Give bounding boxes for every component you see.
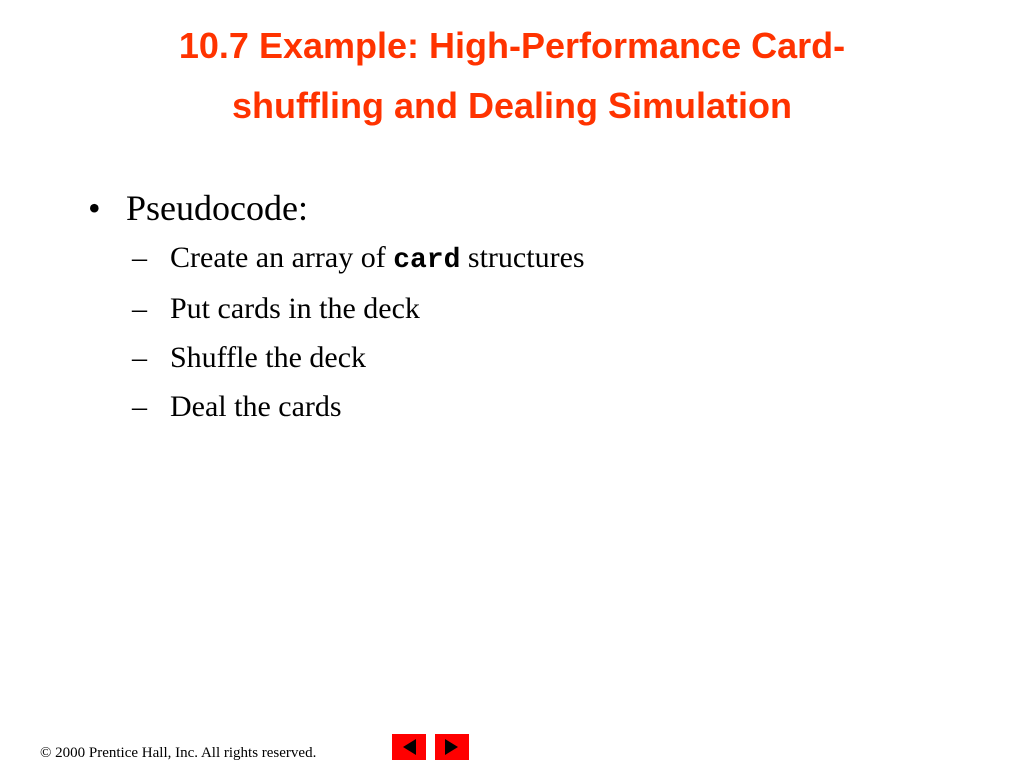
- slide-title: [0, 16, 1024, 136]
- subitem-text: Deal the cards: [170, 390, 342, 423]
- subitem-text-after: structures: [460, 241, 585, 274]
- right-arrow-icon: [435, 734, 469, 760]
- dash-icon: –: [132, 390, 147, 423]
- subitem-text: Put cards in the deck: [170, 292, 420, 325]
- subitem-create-array: [132, 238, 585, 281]
- subitem-text: Shuffle the deck: [170, 341, 367, 374]
- dash-icon: –: [132, 241, 147, 274]
- bullet-icon: •: [88, 188, 101, 228]
- left-arrow-icon: [392, 734, 426, 760]
- subitem-put-cards: [132, 289, 420, 329]
- bullet-text: Pseudocode:: [126, 188, 308, 228]
- slide-title-line-1: 10.7 Example: High-Performance Card-: [178, 25, 846, 66]
- slide-title-line-2: shuffling and Dealing Simulation: [231, 85, 792, 126]
- subitem-shuffle: [132, 338, 366, 378]
- copyright-footer: © 2000 Prentice Hall, Inc. All rights reserved.: [40, 745, 317, 761]
- dash-icon: –: [132, 341, 147, 374]
- previous-slide-button[interactable]: [392, 734, 426, 760]
- subitem-deal: [132, 387, 342, 427]
- subitem-text-before: Create an array of: [170, 241, 394, 274]
- next-slide-button[interactable]: [435, 734, 469, 760]
- dash-icon: –: [132, 292, 147, 325]
- code-term: card: [393, 245, 461, 276]
- bullet-pseudocode: [88, 184, 308, 232]
